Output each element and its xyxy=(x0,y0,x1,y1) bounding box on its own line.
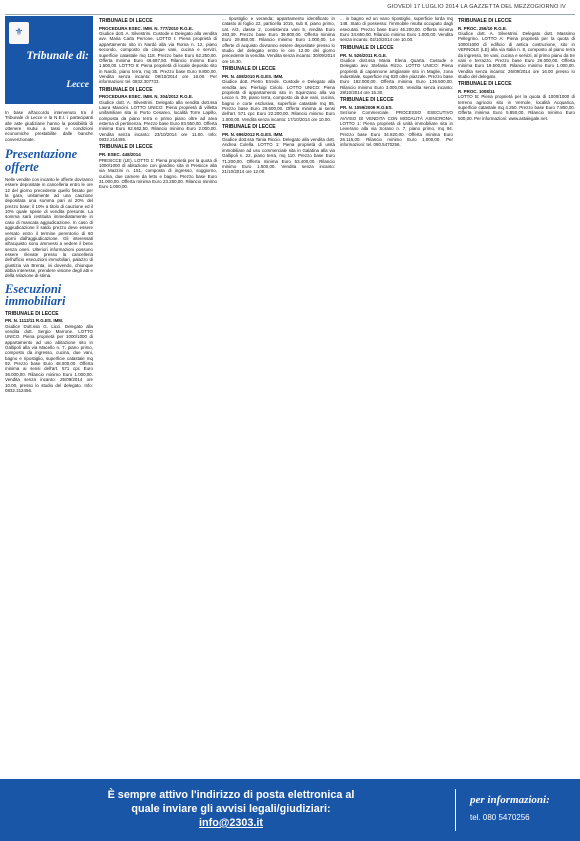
lot-procedure-number: PR. N. 696/2012 R.G.ES. IMM. xyxy=(222,131,284,137)
lot-description: Giudice dott.ssa Maria Elena Quarta. Custode e Delegato avv. Stefania Rizzo. LOTTO UNICO: Piena proprietà di capannone artigianale sito in Maglie, zona industriale, superficie mq 620 oltre piazzale. Prezzo base Euro 182.000,00. Offerta minima Euro 136.500,00. Rilancio minimo Euro 3.000,00. Vendita senza incanto: 28/10/2014 ore 15.30. xyxy=(340,57,453,95)
lot-description: PRESICCE (LE). LOTTO 1: Piena proprietà per la quota di 1000/1000 di abitazione con giardino sita in Presicce alla via Mazzini n. 151, composta di ingresso, soggiorno, cucina, due camere da letto e bagno. Prezzo base Euro 31.000,00. Offerta minima Euro 23.250,00. Rilancio minimo Euro 1.000,00. xyxy=(99,157,217,190)
column-1 xyxy=(5,16,93,774)
lot-description: ... in bagno ed un vano ripostiglio, superficie lorda mq 148. Stato di possesso: l'immobile risulta occupato dagli esecutati. Prezzo base Euro 46.200,00. Offerta minima Euro 34.650,00. Rilancio minimo Euro 1.000,00. Vendita senza incanto: 02/10/2014 ore 10.00. xyxy=(340,16,453,43)
masthead-city: Lecce xyxy=(66,80,89,90)
lot-entry xyxy=(99,145,217,189)
column-2 xyxy=(99,16,217,774)
lot-description: Giudice dott. Pietro Errede. Custode e Delegato alla vendita avv. Pierluigi Ciriolo. LOTTO UNICO: Piena proprietà di appartamento sito in Squinzano alla via Lecce n. 39, piano terra, composto da due vani, cucina, bagno e corte esclusiva, superficie catastale mq 85. Prezzo base Euro 29.600,00. Offerta minima ai sensi dell'art. 571 cpc Euro 22.200,00. Rilancio minimo Euro 1.000,00. Vendita senza incanto: 17/10/2014 ore 10.00. xyxy=(222,79,335,122)
lot-description: LOTTO B: Piena proprietà per la quota di 1000/1000 di terreno agricolo sito in Vernole, località Acquarica, superficie catastale mq 4.250. Prezzo base Euro 7.800,00. Offerta minima Euro 5.850,00. Rilancio minimo Euro 500,00. Per informazioni: www.astalegale.net. xyxy=(458,94,575,121)
column-3 xyxy=(222,16,335,774)
footer-line-1: È sempre attivo l'indirizzo di posta elettronica al xyxy=(107,789,355,801)
footer-message xyxy=(16,788,446,830)
footer-line-2: quale inviare gli avvisi legali/giudiziari: xyxy=(131,803,331,815)
lot-list xyxy=(99,19,217,190)
tribunal-masthead xyxy=(5,16,93,104)
lot-description: Sezione Commerciale. PROCESSO ESECUTIVO AVVISO DI VENDITA CON MODALITÀ ASINCRONA. LOTTO 1: Piena proprietà di unità immobiliare sita in Leverano alla via Sorano n. 7, piano primo, mq 94. Prezzo base Euro 34.820,00. Offerta minima Euro 26.115,00. Rilancio minimo Euro 1.000,00. Per informazioni: tel. 080.5470256. xyxy=(340,110,453,148)
lot-description: Giudice dott. A. Silvestrini. Delegato dott. Massimo Pellegrino. LOTTO A: Piena proprietà per la quota di 1000/1000 di edificio di antica costruzione, sito in VERNOLE (LE) alla via Italia n. 8, composto al piano terra da ingresso, tre vani, cucina e servizi, al primo piano da tre vani e terrazzo. Prezzo base Euro 26.000,00. Offerta minima Euro 19.500,00. Rilancio minimo Euro 1.000,00. Vendita senza incanto: 26/09/2014 ore 16.00 presso lo studio del delegato. xyxy=(458,31,575,79)
lot-entry xyxy=(5,312,93,394)
lot-description: Giudice Dott.ssa G. Licci. Delegato alla vendita dott. Sergio Marrone. LOTTO UNICO. Piena proprietà per 1000/1000 di appartamento ad uso abitazione sito in Gallipoli alla via Macello n. 7, piano primo, composto da ingresso, cucina, due vani, bagno e ripostiglio, superficie catastale mq 92. Prezzo base Euro 48.000,00. Offerta minima ai sensi dell'art. 571 cpc Euro 36.000,00. Rilancio minimo Euro 1.000,00. Vendita senza incanto: 25/09/2014 ore 10.00, presso lo studio del delegato. Info: 0832.312456. xyxy=(5,323,93,393)
lot-list xyxy=(5,312,93,394)
lot-entry xyxy=(340,98,453,148)
lot-procedure-number: PR. N. 408/2010 R.G.ES. IMM. xyxy=(222,73,284,79)
crest-icon: ⚜ xyxy=(9,22,29,44)
lot-procedure-number: PROCEDURA ESEC. IMM. N. 304/2012 R.G.E. xyxy=(99,94,194,100)
masthead-title: Tribunale di: xyxy=(26,50,89,62)
lot-court-heading: TRIBUNALE DI LECCE xyxy=(222,66,276,73)
lot-description: ... ripostiglio e veranda; appartamento identificato in catasto al foglio 22, particella 1015, sub 8, piano primo, cat. A/3, classe 2, consistenza vani 5, rendita Euro 263,39. Prezzo base Euro 39.800,00. Offerta minima Euro 29.850,00. Rilancio minimo Euro 1.000,00. Le offerte di acquisto dovranno essere depositate presso lo studio del delegato entro le ore 12.00 del giorno precedente la vendita. Vendita senza incanto: 30/09/2014 ore 16.30. xyxy=(222,16,335,64)
lot-procedure-number: R. PROC. 256/10 R.G.E. xyxy=(458,25,508,31)
lot-description: Giudice dott. A. Silvestrini. Custode e Delegato alla vendita avv. Maria Carla Perrone. LOTTO I: Piena proprietà di appartamento sito in Nardò alla via Roma n. 12, piano secondo, composto da cinque vani, cucina e servizi, superficie catastale mq 118. Prezzo base Euro 62.250,00. Offerta minima Euro 46.687,50. Rilancio minimo Euro 1.500,00. LOTTO II: Piena proprietà di locale deposito sito in Nardò, piano terra, mq 35. Prezzo base Euro 9.800,00. Vendita senza incanto: 09/10/2014 ore 16.00. Per informazioni: tel. 0832.307733. xyxy=(99,31,217,85)
lot-procedure-number: PR. N. 526/2011 R.G.E. xyxy=(340,52,388,58)
lot-list xyxy=(458,19,575,121)
lot-court-heading: TRIBUNALE DI LECCE xyxy=(99,86,153,93)
lot-entry xyxy=(340,16,453,43)
lot-entry xyxy=(458,82,575,121)
section-heading-esecuzioni: Esecuzioni immobiliari xyxy=(5,281,66,309)
footer-email-link[interactable]: info@2303.it xyxy=(199,817,263,829)
header-line: GIOVEDÌ 17 LUGLIO 2014 LA GAZZETTA DEL MEZZOGIORNO IV xyxy=(387,4,566,10)
offerte-text: Nelle vendite con incanto le offerte dovranno essere depositate in cancelleria entro le ore 12 del giorno precedente quello fissato per la gara, unitamente ad una cauzione depositata una somma pari al 20% del prezzo base; il 10% a titolo di cauzione ed il 10% quale spese di vendita presunte. La somma sarà restituita immediatamente in caso di mancata aggiudicazione. In caso di aggiudicazione il saldo prezzo deve essere versato entro il termine perentorio di 60 giorni dall'aggiudicazione. Gli interessati all'acquisto sono ammessi a vedere il bene senza oneri. Ulteriori informazioni possono essere rilevate presso la cancelleria dell'ufficio esecuzioni immobiliari, palazzo di giustizia via Brenta, ivi dovendo, chiunque abbia interesse, prendere visione degli atti e della relazione di stima. xyxy=(5,177,93,279)
lot-court-heading: TRIBUNALE DI LECCE xyxy=(222,123,276,130)
lot-court-heading: TRIBUNALE DI LECCE xyxy=(5,310,59,317)
lot-court-heading: TRIBUNALE DI LECCE xyxy=(99,144,153,151)
lot-entry xyxy=(222,16,335,64)
lot-court-heading: TRIBUNALE DI LECCE xyxy=(340,97,394,104)
header-rule xyxy=(5,14,575,15)
lot-procedure-number: PROCEDURA ESEC. IMM. N. 777/2010 R.G.E. xyxy=(99,25,194,31)
footer-info-title: per informazioni: xyxy=(470,794,550,806)
lot-court-heading: TRIBUNALE DI LECCE xyxy=(99,18,153,24)
column-4 xyxy=(340,16,453,774)
intro-text: In base all'accordo intervenuto tra il Tribunale di Lecce e la N.E.I. i partecipanti alle aste giudiziarie hanno la possibilità di ottenere mutui a tassi e condizioni economiche prestabilite dalle banche convenzionate. xyxy=(5,110,93,142)
lot-list xyxy=(222,16,335,175)
lot-entry xyxy=(340,46,453,96)
lot-description: Giudice dott.ssa Tania Riccio. Delegato alla vendita dott. Andrea Colella. LOTTO 1: Piena proprietà di unità immobiliare ad uso commerciale sita in Galatina alla via Gallipoli n. 22, piano terra, mq 110. Prezzo base Euro 71.200,00. Offerta minima Euro 53.400,00. Rilancio minimo Euro 1.500,00. Vendita senza incanto: 21/10/2014 ore 12.00. xyxy=(222,137,335,175)
footer-phone: tel. 080 5470256 xyxy=(470,813,530,822)
lot-description: Giudice dott. A. Silvestrini. Delegato alla vendita dott.ssa Laura Mancini. LOTTO UNICO: Piena proprietà di villetta unifamiliare sita in Porto Cesareo, località Torre Lapillo, composta da piano terra e primo piano oltre ad area esterna di pertinenza. Prezzo base Euro 83.550,00. Offerta minima Euro 62.662,50. Rilancio minimo Euro 2.000,00. Vendita senza incanto: 23/10/2014 ore 11.00. Info: 0832.214455. xyxy=(99,99,217,143)
lot-court-heading: TRIBUNALE DI LECCE xyxy=(340,44,394,51)
lot-procedure-number: R. PROC. 1008/11 xyxy=(458,89,495,95)
footer-banner xyxy=(0,779,580,841)
section-heading-offerte: Presentazione offerte xyxy=(5,147,78,174)
lot-entry xyxy=(458,19,575,79)
footer-divider xyxy=(455,789,456,831)
lot-court-heading: TRIBUNALE DI LECCE xyxy=(458,18,512,24)
column-5 xyxy=(458,16,575,774)
page-body xyxy=(5,16,575,774)
lot-procedure-number: PR. N. 1059/2009 R.G.ES. xyxy=(340,105,393,111)
lot-entry xyxy=(222,125,335,175)
lot-entry xyxy=(99,19,217,85)
lot-procedure-number: PR. N. 1112/11 R.G.ES. IMM. xyxy=(5,318,64,324)
lot-entry xyxy=(222,67,335,122)
lot-procedure-number: PR. ESEC. 448/2014 xyxy=(99,152,141,158)
lot-list xyxy=(340,16,453,148)
lot-entry xyxy=(99,88,217,143)
page-header xyxy=(0,0,580,14)
lot-court-heading: TRIBUNALE DI LECCE xyxy=(458,81,512,88)
